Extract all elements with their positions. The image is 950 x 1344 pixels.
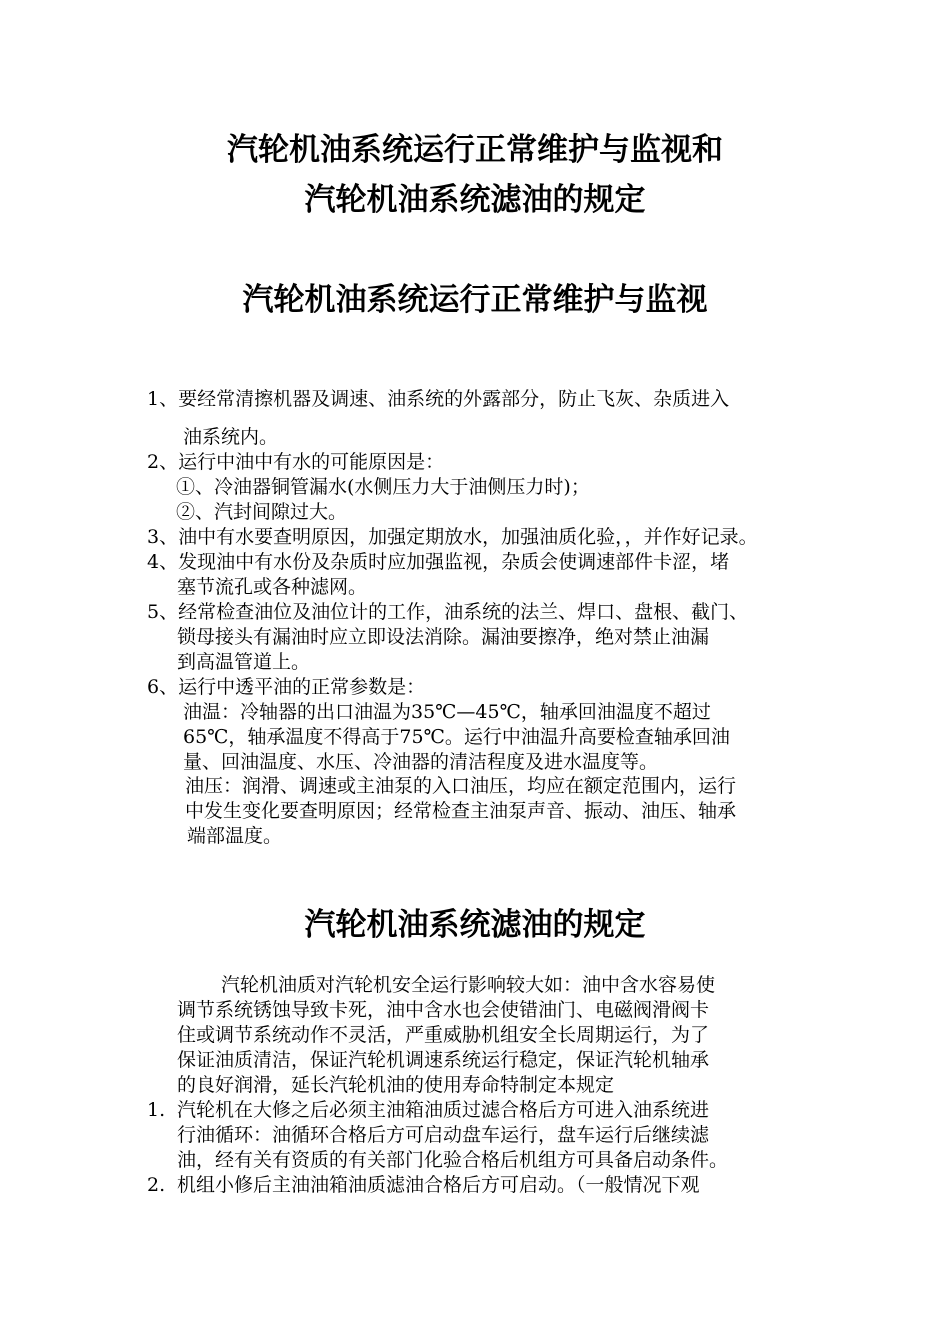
list-item-line: 汽轮机在大修之后必须主油箱油质过滤合格后方可进入油系统进 — [177, 1099, 710, 1121]
section-1-line: 65℃，轴承温度不得高于75℃。运行中油温升高要检查轴承回油 — [183, 726, 730, 748]
section-1-line: 3、油中有水要查明原因，加强定期放水，加强油质化验，，并作好记录。 — [147, 526, 758, 548]
section-1-line: 2、运行中油中有水的可能原因是： — [147, 451, 445, 473]
section-1-line: 油压：润滑、调速或主油泵的入口油压，均应在额定范围内，运行 — [185, 775, 737, 797]
section-1-line: 5、经常检查油位及油位计的工作，油系统的法兰、焊口、盘根、截门、 — [147, 601, 749, 623]
section-2-intro-line: 汽轮机油质对汽轮机安全运行影响较大如：油中含水容易使 — [221, 974, 716, 996]
section-1-line: 4、发现油中有水份及杂质时应加强监视，杂质会使调速部件卡涩，堵 — [147, 551, 730, 573]
section-1-line: 到高温管道上。 — [177, 651, 311, 673]
list-item-number: 2. — [147, 1174, 166, 1196]
section-2-intro-line: 住或调节系统动作不灵活，严重威胁机组安全长周期运行，为了 — [177, 1024, 710, 1046]
section-2-intro-line: 保证油质清洁，保证汽轮机调速系统运行稳定，保证汽轮机轴承 — [177, 1049, 710, 1071]
list-item-number: 1. — [147, 1099, 166, 1121]
section-1-line: ②、汽封间隙过大。 — [176, 501, 348, 523]
section-1-line: 端部温度。 — [187, 825, 283, 847]
list-item-line: 行油循环：油循环合格后方可启动盘车运行，盘车运行后继续滤 — [177, 1124, 710, 1146]
document-title-line-2: 汽轮机油系统滤油的规定 — [304, 182, 646, 218]
section-1-line: 量、回油温度、水压、冷油器的清洁程度及进水温度等。 — [183, 751, 659, 773]
section-1-heading: 汽轮机油系统运行正常维护与监视 — [242, 282, 708, 318]
section-2-intro-line: 调节系统锈蚀导致卡死，油中含水也会使错油门、电磁阀滑阀卡 — [177, 999, 710, 1021]
section-2-intro-line: 的良好润滑，延长汽轮机油的使用寿命特制定本规定 — [177, 1074, 615, 1096]
section-1-line: 塞节流孔或各种滤网。 — [177, 576, 368, 598]
section-2-heading: 汽轮机油系统滤油的规定 — [304, 907, 646, 943]
section-1-line: 油系统内。 — [183, 426, 279, 448]
section-1-line: 6、运行中透平油的正常参数是： — [147, 676, 426, 698]
list-item-line: 机组小修后主油油箱油质滤油合格后方可启动。（一般情况下观 — [177, 1174, 700, 1196]
list-item-line: 油，经有关有资质的有关部门化验合格后机组方可具备启动条件。 — [177, 1149, 729, 1171]
section-1-line: 中发生变化要查明原因；经常检查主油泵声音、振动、油压、轴承 — [185, 800, 737, 822]
document-title-line-1: 汽轮机油系统运行正常维护与监视和 — [227, 132, 723, 168]
section-1-line: 油温：冷轴器的出口油温为35℃—45℃，轴承回油温度不超过 — [183, 701, 711, 723]
section-1-line: 锁母接头有漏油时应立即设法消除。漏油要擦净，绝对禁止油漏 — [177, 626, 710, 648]
section-1-line: ①、冷油器铜管漏水(水侧压力大于油侧压力时)； — [176, 476, 590, 498]
section-1-line: 1、要经常清擦机器及调速、油系统的外露部分，防止飞灰、杂质进入 — [147, 388, 730, 410]
